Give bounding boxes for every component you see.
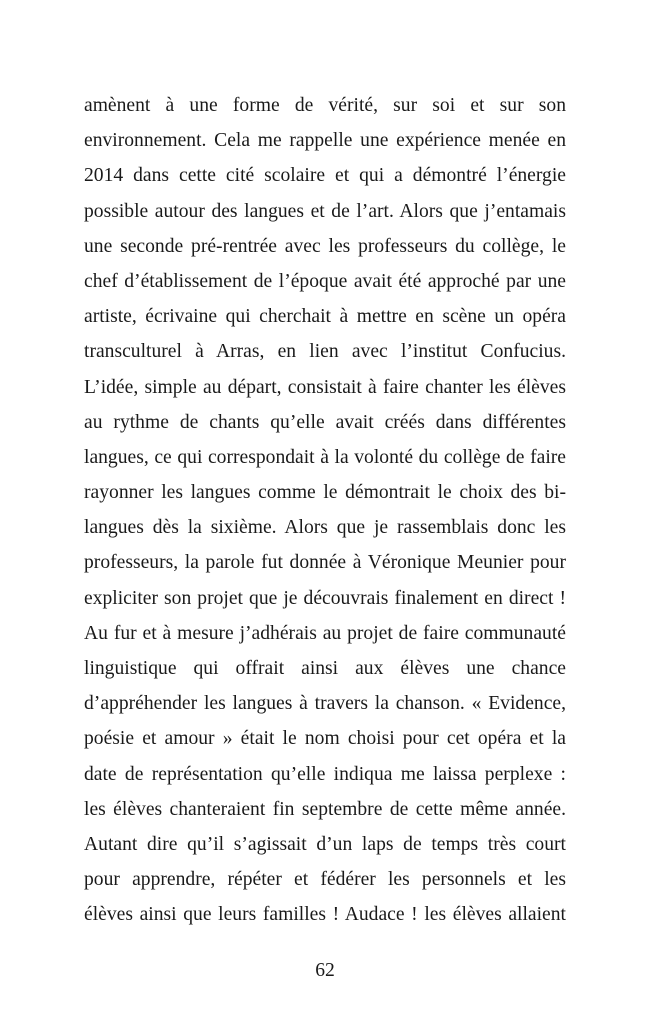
text-line: chef d’établissement de l’époque avait été approché par une <box>84 270 566 292</box>
text-line: transculturel à Arras, en lien avec l’institut Confucius. <box>84 341 566 363</box>
text-line: expliciter son projet que je découvrais finalement en direct ! <box>84 587 566 609</box>
text-line: amènent à une forme de vérité, sur soi et sur son <box>84 95 566 116</box>
text-line: linguistique qui offrait ainsi aux élèves une chance <box>84 658 566 679</box>
text-line: poésie et amour » était le nom choisi pour cet opéra et la <box>84 728 566 750</box>
text-line: langues, ce qui correspondait à la volonté du collège de faire <box>84 446 566 468</box>
text-line: Autant dire qu’il s’agissait d’un laps de temps très court <box>84 833 566 855</box>
text-line: pour apprendre, répéter et fédérer les personnels et les <box>84 869 566 891</box>
text-line: au rythme de chants qu’elle avait créés dans différentes <box>84 411 566 433</box>
text-line: une seconde pré-rentrée avec les professeurs du collège, le <box>84 235 566 257</box>
body-text <box>84 88 566 933</box>
text-line: rayonner les langues comme le démontrait le choix des bi- <box>84 482 566 504</box>
text-line: élèves ainsi que leurs familles ! Audace ! les élèves allaient <box>84 904 566 926</box>
text-line: environnement. Cela me rappelle une expérience menée en <box>84 130 566 152</box>
text-line: professeurs, la parole fut donnée à Véronique Meunier pour <box>84 552 566 574</box>
text-line: possible autour des langues et de l’art. Alors que j’entamais <box>84 200 566 222</box>
page-number: 62 <box>315 960 335 981</box>
text-line: 2014 dans cette cité scolaire et qui a démontré l’énergie <box>84 165 566 187</box>
text-line: L’idée, simple au départ, consistait à faire chanter les élèves <box>84 376 566 398</box>
text-line: langues dès la sixième. Alors que je rassemblais donc les <box>84 517 566 539</box>
text-line: les élèves chanteraient fin septembre de cette même année. <box>84 798 566 820</box>
text-line: d’appréhender les langues à travers la chanson. « Evidence, <box>84 693 566 715</box>
text-line: artiste, écrivaine qui cherchait à mettre en scène un opéra <box>84 306 566 328</box>
text-line: Au fur et à mesure j’adhérais au projet de faire communauté <box>84 622 566 644</box>
text-line: date de représentation qu’elle indiqua me laissa perplexe : <box>84 763 566 785</box>
